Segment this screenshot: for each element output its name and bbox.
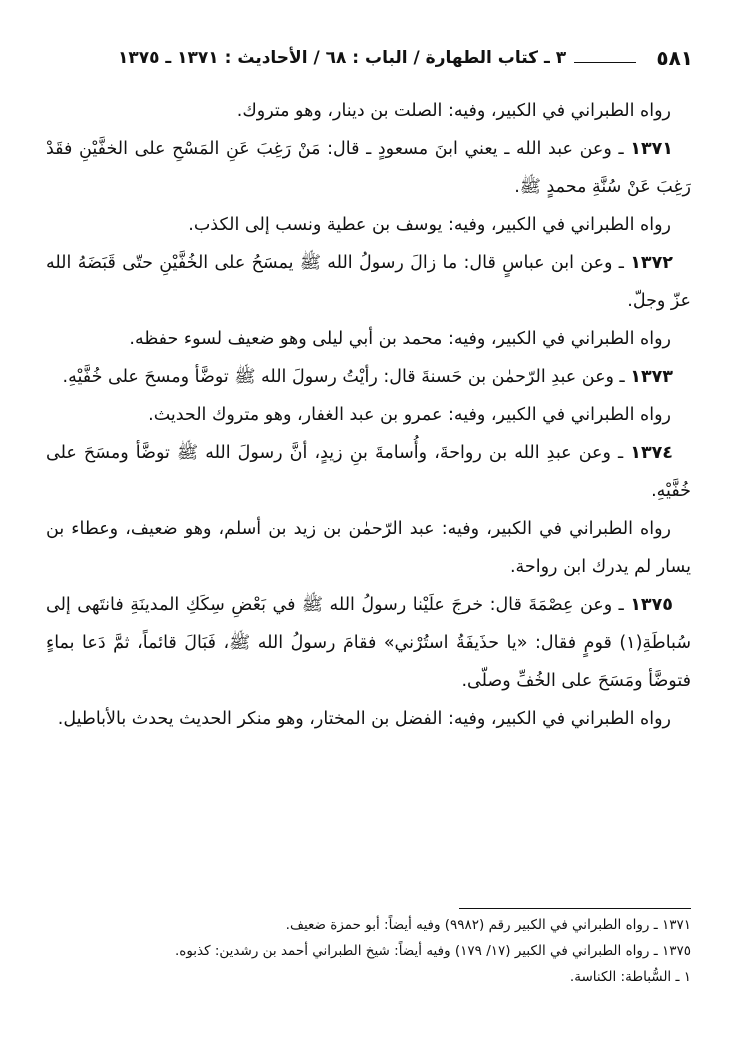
- source-note-1: رواه الطبراني في الكبير، وفيه: الصلت بن دينار، وهو متروك.: [236, 101, 671, 121]
- footnotes: [60, 912, 691, 990]
- hadith-text: ـ وعن عِصْمَةَ قال: خرجَ علَيْنا رسولُ الله ﷺ في بَعْضِ سِكَكِ المدينَةِ فانتَهى إلى سُباطَةِ(١) قومٍ فقال: «يا حذَيفَةُ استُرْني» فقامَ رسولُ الله ﷺ، فَبَالَ قائماً، ثمَّ دَعا بماءٍ فتوضَّأ ومَسَحَ على الخُفِّ وصلّى.: [46, 595, 691, 691]
- hadith-number: ١٣٧٢: [630, 253, 673, 273]
- hadith-text: ـ وعن عبدِ الرّحمٰن بن حَسنةَ قال: رأيْتُ رسولَ الله ﷺ توضَّأ ومسحَ على خُفَّيْهِ.: [62, 367, 625, 387]
- hadith-number: ١٣٧٣: [630, 367, 673, 387]
- source-note-5: رواه الطبراني في الكبير، وفيه: عبد الرّحمٰن بن زيد بن أسلم، وهو ضعيف، وعطاء بن يسار لم يدرك ابن رواحة.: [46, 519, 691, 577]
- page-header: [118, 38, 693, 78]
- hadith-number: ١٣٧١: [630, 139, 673, 159]
- hadith-text: ـ وعن عبدِ الله بن رواحةَ، وأُسامةَ بنِ زيدٍ، أنَّ رسولَ الله ﷺ توضَّأ ومسَحَ على خُفَّيْهِ.: [46, 443, 691, 501]
- header-rule: [574, 62, 636, 63]
- hadith-1375: [46, 586, 691, 700]
- running-title: ٣ ـ كتاب الطهارة / الباب : ٦٨ / الأحاديث : ١٣٧١ ـ ١٣٧٥: [118, 48, 567, 68]
- hadith-text: ـ وعن ابن عباسٍ قال: ما زالَ رسولُ الله ﷺ يمسَحُ على الخُفَّيْنِ حتّى قَبَضَهُ الله عزّ وجلّ.: [46, 253, 691, 311]
- hadith-number: ١٣٧٤: [630, 443, 673, 463]
- footnote-1375: ١٣٧٥ ـ رواه الطبراني في الكبير (١٧/ ١٧٩) وفيه أيضاً: شيخ الطبراني أحمد بن رشدين: كذبوه.: [174, 943, 691, 959]
- source-note-2: رواه الطبراني في الكبير، وفيه: يوسف بن عطية ونسب إلى الكذب.: [188, 215, 671, 235]
- footnote-1371: ١٣٧١ ـ رواه الطبراني في الكبير رقم (٩٩٨٢) وفيه أيضاً: أبو حمزة ضعيف.: [285, 917, 691, 933]
- hadith-1374: [46, 434, 691, 510]
- hadith-text: ـ وعن عبد الله ـ يعني ابنَ مسعودٍ ـ قال: مَنْ رَغِبَ عَنِ المَسْحِ على الخفَّيْنِ فقَدْ رَغِبَ عَنْ سُنَّةِ محمدٍ ﷺ.: [46, 139, 691, 197]
- hadith-number: ١٣٧٥: [630, 595, 673, 615]
- source-note-4: رواه الطبراني في الكبير، وفيه: عمرو بن عبد الغفار، وهو متروك الحديث.: [148, 405, 671, 425]
- hadith-1372: [46, 244, 691, 320]
- hadith-1371: [46, 130, 691, 206]
- source-note-3: رواه الطبراني في الكبير، وفيه: محمد بن أبي ليلى وهو ضعيف لسوء حفظه.: [129, 329, 671, 349]
- main-text: [46, 92, 691, 738]
- hadith-1373: [46, 358, 691, 396]
- page-number: ٥٨١: [656, 46, 693, 70]
- source-note-6: رواه الطبراني في الكبير، وفيه: الفضل بن المختار، وهو منكر الحديث يحدث بالأباطيل.: [57, 709, 671, 729]
- footnote-rule: [459, 908, 691, 909]
- footnote-1: ١ ـ السُّباطة: الكناسة.: [569, 969, 691, 985]
